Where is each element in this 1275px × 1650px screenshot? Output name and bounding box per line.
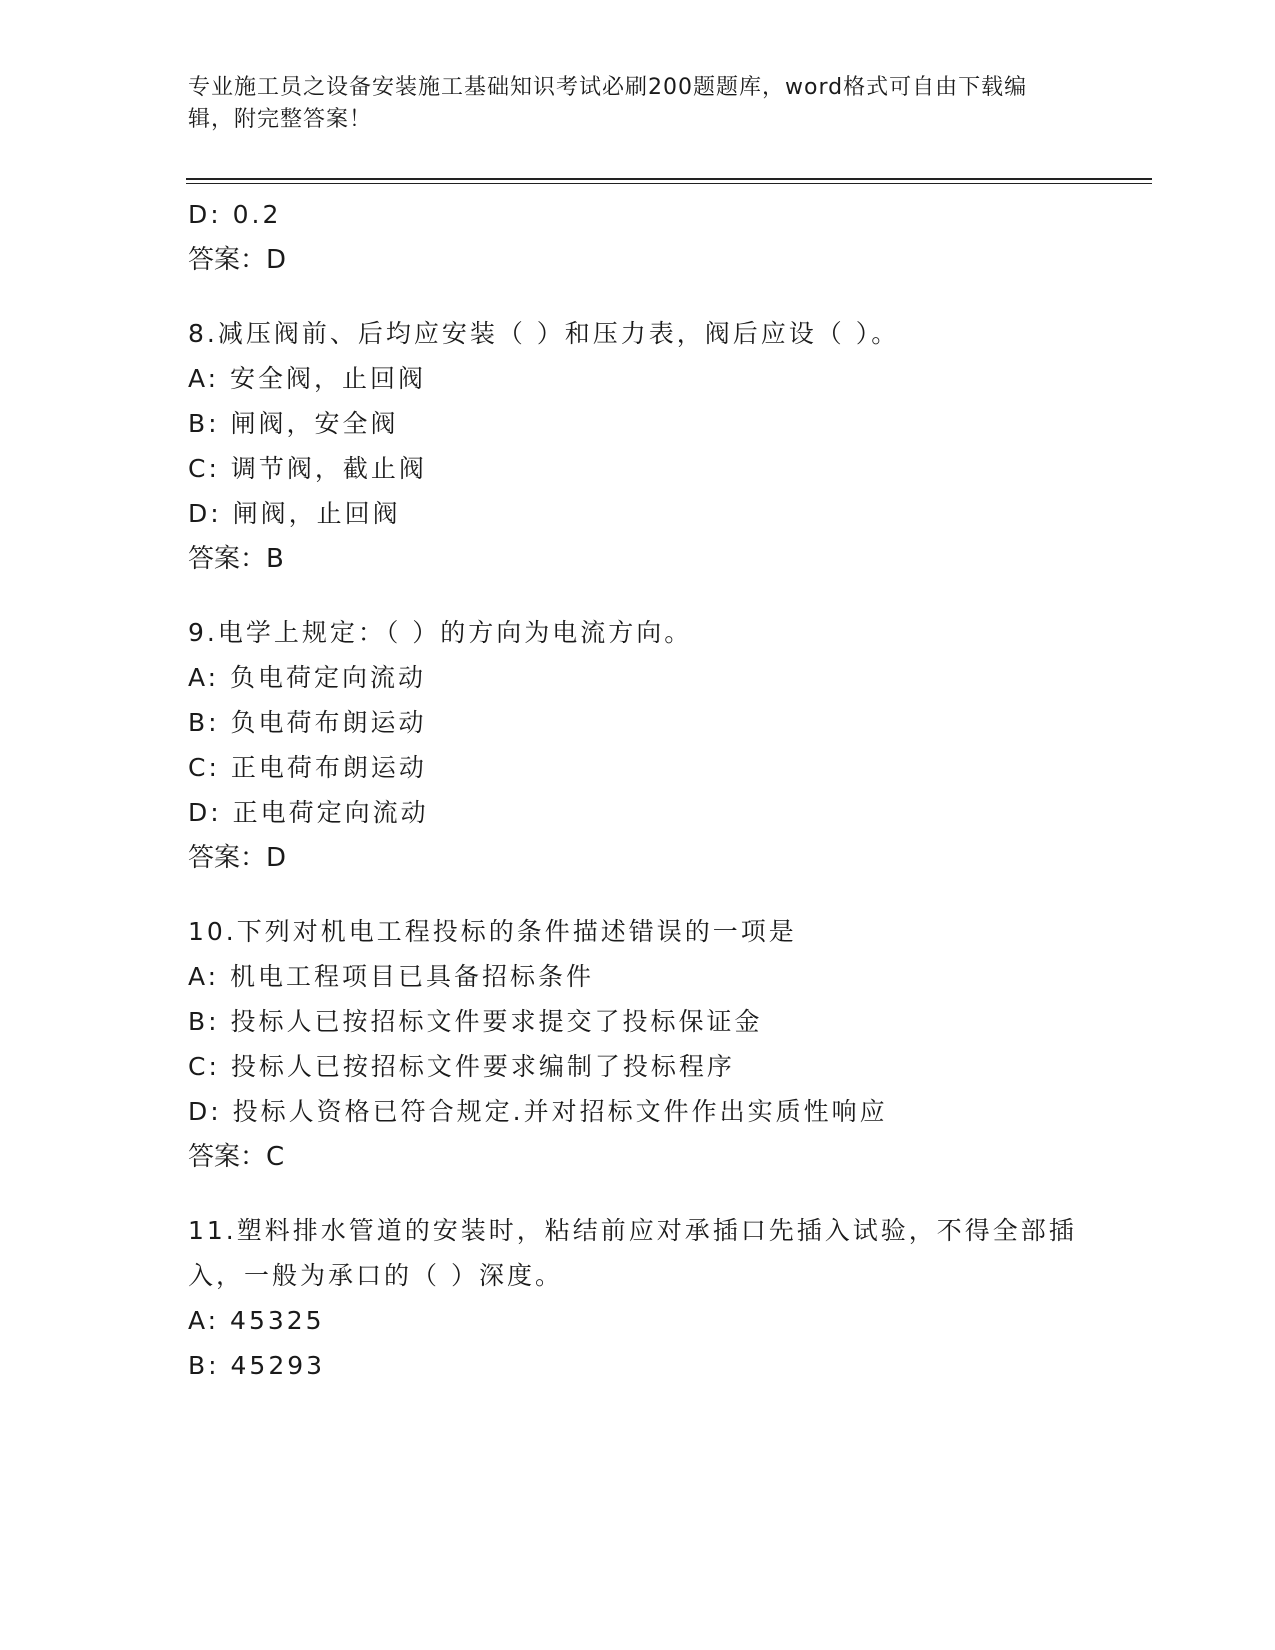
answer-line: 答案：C xyxy=(188,1142,285,1172)
question-10 xyxy=(188,909,1088,1180)
question-11 xyxy=(188,1208,1088,1388)
previous-question-tail xyxy=(188,192,1088,283)
option-d: D: 正电荷定向流动 xyxy=(188,798,429,827)
document-title: 专业施工员之设备安装施工基础知识考试必刷200题题库，word格式可自由下载编辑，附完整答案！ xyxy=(188,75,1028,132)
page-header xyxy=(188,72,1068,136)
option-a: A: 机电工程项目已具备招标条件 xyxy=(188,962,595,991)
answer-line: 答案：D xyxy=(188,843,287,873)
answer-line: 答案：B xyxy=(188,544,284,574)
question-9 xyxy=(188,610,1088,881)
option-c: C: 调节阀，截止阀 xyxy=(188,454,427,483)
option-c: C: 投标人已按招标文件要求编制了投标程序 xyxy=(188,1052,735,1081)
header-divider xyxy=(186,178,1152,184)
option-d: D: 0.2 xyxy=(188,200,282,229)
option-d: D: 闸阀，止回阀 xyxy=(188,499,401,528)
question-stem: 8.减压阀前、后均应安装（ ）和压力表，阀后应设（ ）。 xyxy=(188,319,900,348)
option-a: A: 45325 xyxy=(188,1306,325,1335)
answer-line: 答案：D xyxy=(188,245,287,275)
question-stem: 9.电学上规定：（ ）的方向为电流方向。 xyxy=(188,618,693,647)
option-a: A: 安全阀，止回阀 xyxy=(188,364,427,393)
question-8 xyxy=(188,311,1088,582)
option-b: B: 45293 xyxy=(188,1351,326,1380)
option-c: C: 正电荷布朗运动 xyxy=(188,753,427,782)
question-list xyxy=(188,192,1088,1388)
question-stem: 10.下列对机电工程投标的条件描述错误的一项是 xyxy=(188,917,797,946)
option-d: D: 投标人资格已符合规定.并对招标文件作出实质性响应 xyxy=(188,1097,888,1126)
option-b: B: 负电荷布朗运动 xyxy=(188,708,427,737)
option-a: A: 负电荷定向流动 xyxy=(188,663,427,692)
option-b: B: 闸阀，安全阀 xyxy=(188,409,399,438)
option-b: B: 投标人已按招标文件要求提交了投标保证金 xyxy=(188,1007,763,1036)
question-stem: 11.塑料排水管道的安装时，粘结前应对承插口先插入试验，不得全部插入，一般为承口的（ ）深度。 xyxy=(188,1216,1077,1290)
